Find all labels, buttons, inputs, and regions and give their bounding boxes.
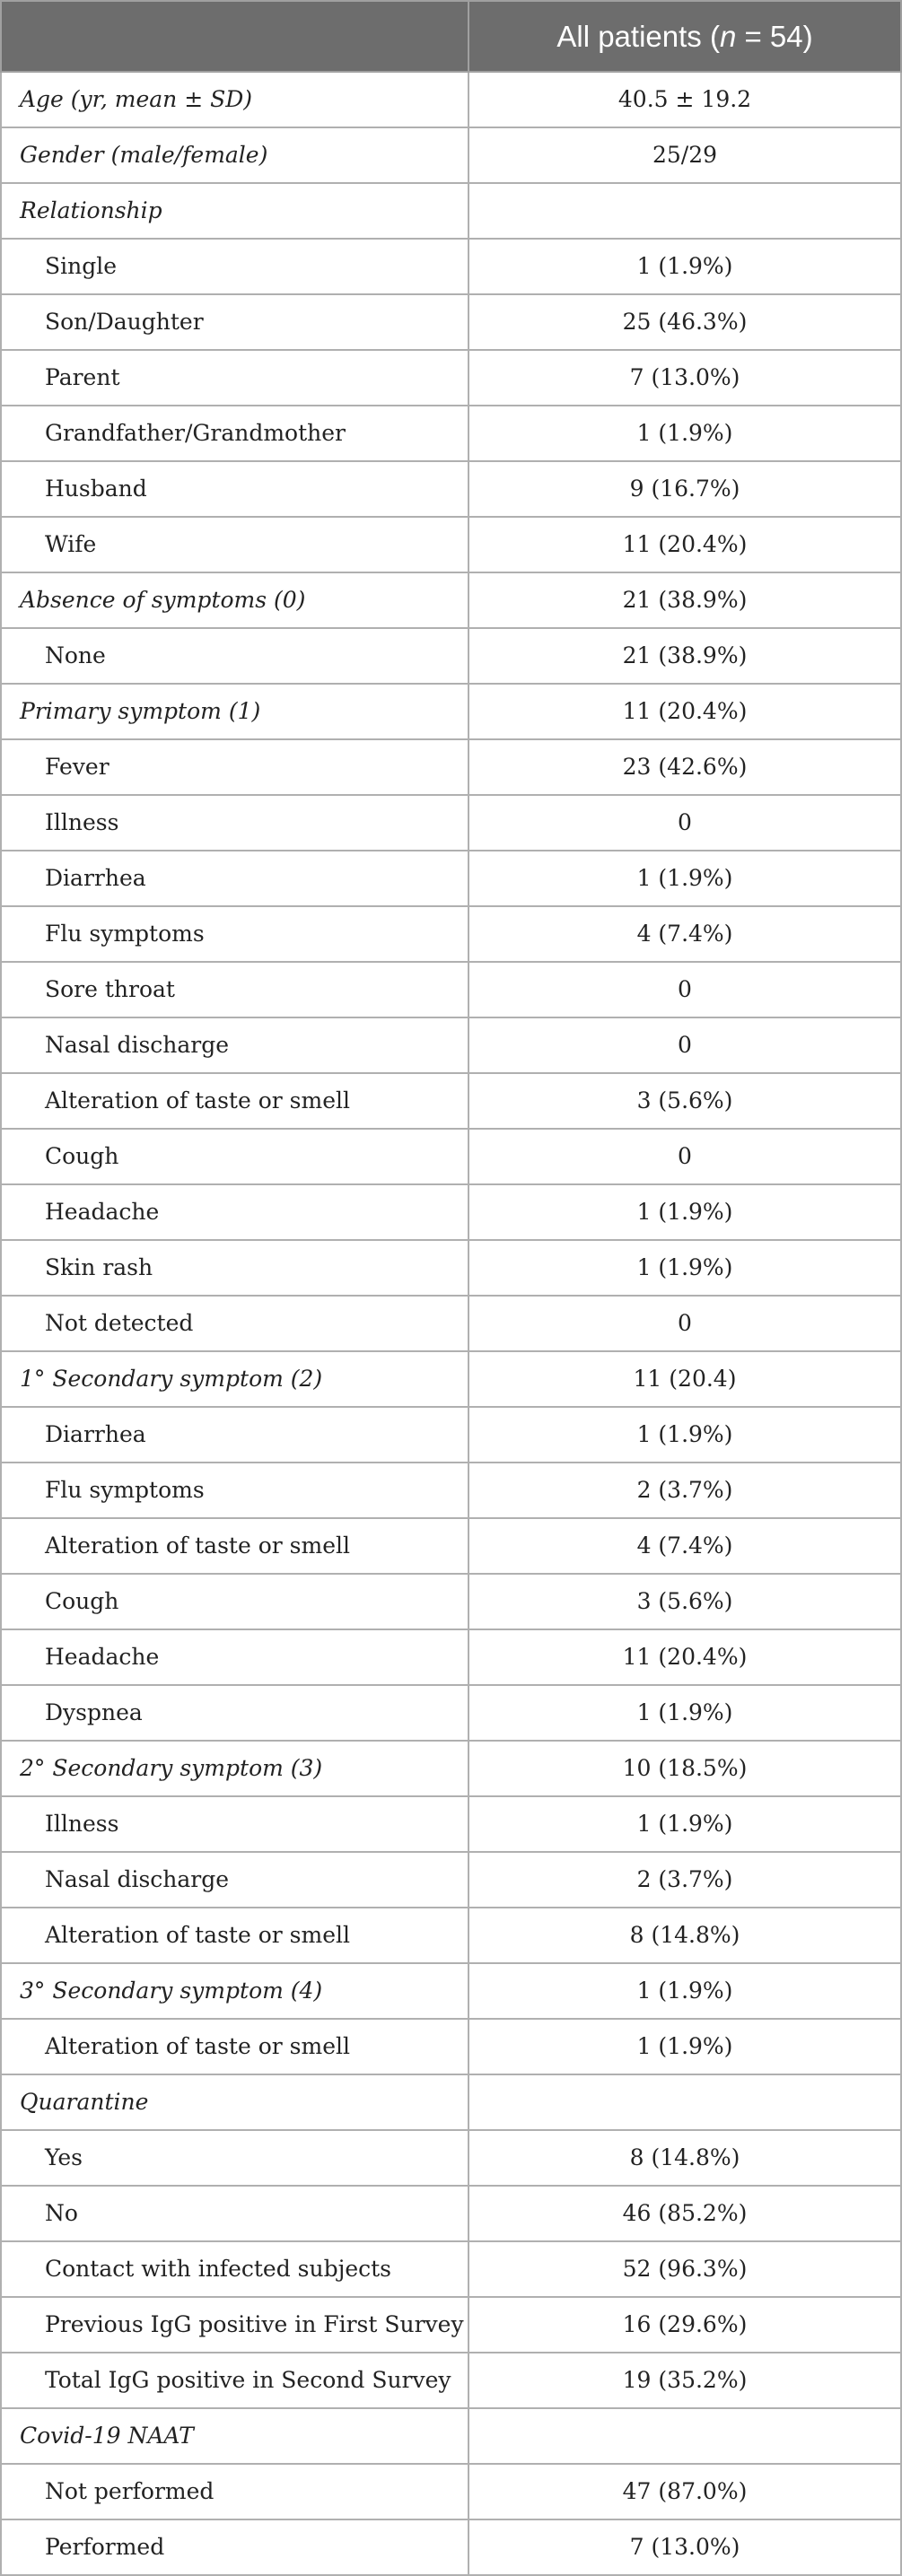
row-value: 7 (13.0%) <box>469 350 901 406</box>
row-value: 7 (13.0%) <box>469 2519 901 2575</box>
table-row <box>1 1296 901 1351</box>
table-row <box>1 1796 901 1852</box>
row-value: 9 (16.7%) <box>469 461 901 517</box>
row-value: 11 (20.4%) <box>469 517 901 572</box>
table-row <box>1 2408 901 2464</box>
row-value: 1 (1.9%) <box>469 2019 901 2074</box>
header-all-patients <box>469 1 901 72</box>
row-label: Not performed <box>1 2464 469 2519</box>
row-value: 3 (5.6%) <box>469 1073 901 1129</box>
header-row <box>1 1 901 72</box>
row-value <box>469 183 901 239</box>
row-label: Cough <box>1 1129 469 1184</box>
section-label: 1° Secondary symptom (2) <box>1 1351 469 1407</box>
row-label: Nasal discharge <box>1 1017 469 1073</box>
table-row <box>1 1963 901 2019</box>
row-value: 10 (18.5%) <box>469 1741 901 1796</box>
row-label: Cough <box>1 1574 469 1629</box>
row-value: 1 (1.9%) <box>469 1963 901 2019</box>
row-label: Skin rash <box>1 1240 469 1296</box>
row-label: Single <box>1 239 469 294</box>
row-value: 1 (1.9%) <box>469 1407 901 1463</box>
row-label: Illness <box>1 1796 469 1852</box>
row-value: 8 (14.8%) <box>469 2130 901 2186</box>
section-label: Age (yr, mean ± SD) <box>1 72 469 127</box>
section-label: 3° Secondary symptom (4) <box>1 1963 469 2019</box>
section-label: Quarantine <box>1 2074 469 2130</box>
row-value: 23 (42.6%) <box>469 739 901 795</box>
table-row <box>1 2074 901 2130</box>
row-value: 2 (3.7%) <box>469 1463 901 1518</box>
row-value <box>469 2074 901 2130</box>
table-row <box>1 350 901 406</box>
row-label: Headache <box>1 1184 469 1240</box>
row-label: Husband <box>1 461 469 517</box>
row-value: 3 (5.6%) <box>469 1574 901 1629</box>
row-value: 25 (46.3%) <box>469 294 901 350</box>
section-label: Covid-19 NAAT <box>1 2408 469 2464</box>
row-value: 21 (38.9%) <box>469 572 901 628</box>
row-label: Son/Daughter <box>1 294 469 350</box>
row-value: 0 <box>469 1129 901 1184</box>
row-value: 21 (38.9%) <box>469 628 901 684</box>
row-label: Contact with infected subjects <box>1 2241 469 2297</box>
row-value: 47 (87.0%) <box>469 2464 901 2519</box>
table-row <box>1 183 901 239</box>
table-row <box>1 1184 901 1240</box>
row-value: 1 (1.9%) <box>469 1184 901 1240</box>
row-value <box>469 2408 901 2464</box>
row-value: 4 (7.4%) <box>469 1518 901 1574</box>
section-label: 2° Secondary symptom (3) <box>1 1741 469 1796</box>
table-row <box>1 2186 901 2241</box>
table-row <box>1 1908 901 1963</box>
row-label: Previous IgG positive in First Survey <box>1 2297 469 2353</box>
row-label: Alteration of taste or smell <box>1 1073 469 1129</box>
table-row <box>1 239 901 294</box>
table-row <box>1 906 901 962</box>
row-label: No <box>1 2186 469 2241</box>
row-value: 1 (1.9%) <box>469 1240 901 1296</box>
header-label-column <box>1 1 469 72</box>
table-row <box>1 1240 901 1296</box>
table-row <box>1 851 901 906</box>
table-row <box>1 1852 901 1908</box>
row-value: 52 (96.3%) <box>469 2241 901 2297</box>
row-value: 16 (29.6%) <box>469 2297 901 2353</box>
header-suffix: = 54) <box>736 19 813 53</box>
section-label: Absence of symptoms (0) <box>1 572 469 628</box>
row-value: 8 (14.8%) <box>469 1908 901 1963</box>
table-row <box>1 294 901 350</box>
table-row <box>1 1017 901 1073</box>
table-row <box>1 1407 901 1463</box>
section-label: Primary symptom (1) <box>1 684 469 739</box>
row-label: Grandfather/Grandmother <box>1 406 469 461</box>
table-row <box>1 572 901 628</box>
section-label: Gender (male/female) <box>1 127 469 183</box>
table-row <box>1 1741 901 1796</box>
row-label: Illness <box>1 795 469 851</box>
table-row <box>1 628 901 684</box>
section-label: Relationship <box>1 183 469 239</box>
row-value: 1 (1.9%) <box>469 1796 901 1852</box>
table-row <box>1 517 901 572</box>
row-value: 25/29 <box>469 127 901 183</box>
row-label: Not detected <box>1 1296 469 1351</box>
row-label: Diarrhea <box>1 851 469 906</box>
header-prefix: All patients ( <box>556 19 720 53</box>
row-label: Nasal discharge <box>1 1852 469 1908</box>
table-row <box>1 1574 901 1629</box>
table-row <box>1 962 901 1017</box>
row-label: Diarrhea <box>1 1407 469 1463</box>
row-label: Alteration of taste or smell <box>1 1518 469 1574</box>
row-label: Headache <box>1 1629 469 1685</box>
table-row <box>1 72 901 127</box>
table-row <box>1 2519 901 2575</box>
table-row <box>1 127 901 183</box>
row-value: 1 (1.9%) <box>469 1685 901 1741</box>
table-row <box>1 684 901 739</box>
row-value: 19 (35.2%) <box>469 2353 901 2408</box>
row-value: 2 (3.7%) <box>469 1852 901 1908</box>
row-value: 0 <box>469 1017 901 1073</box>
table-row <box>1 2464 901 2519</box>
table-row <box>1 406 901 461</box>
table-row <box>1 739 901 795</box>
row-label: Performed <box>1 2519 469 2575</box>
table-row <box>1 1518 901 1574</box>
row-value: 11 (20.4%) <box>469 684 901 739</box>
table-row <box>1 2241 901 2297</box>
row-label: None <box>1 628 469 684</box>
row-value: 40.5 ± 19.2 <box>469 72 901 127</box>
table-row <box>1 1463 901 1518</box>
table-row <box>1 461 901 517</box>
row-value: 11 (20.4%) <box>469 1629 901 1685</box>
table-row <box>1 795 901 851</box>
row-label: Flu symptoms <box>1 906 469 962</box>
row-value: 1 (1.9%) <box>469 239 901 294</box>
table-row <box>1 2297 901 2353</box>
row-value: 1 (1.9%) <box>469 406 901 461</box>
table-header <box>1 1 901 72</box>
header-n-variable: n <box>719 19 737 53</box>
table-body <box>1 72 901 2575</box>
table-row <box>1 1685 901 1741</box>
row-value: 11 (20.4) <box>469 1351 901 1407</box>
table-row <box>1 1129 901 1184</box>
row-label: Alteration of taste or smell <box>1 1908 469 1963</box>
table-row <box>1 1629 901 1685</box>
row-label: Parent <box>1 350 469 406</box>
table-row <box>1 2353 901 2408</box>
row-value: 4 (7.4%) <box>469 906 901 962</box>
row-value: 0 <box>469 962 901 1017</box>
row-label: Fever <box>1 739 469 795</box>
row-value: 46 (85.2%) <box>469 2186 901 2241</box>
table-row <box>1 2019 901 2074</box>
table-row <box>1 1073 901 1129</box>
row-value: 1 (1.9%) <box>469 851 901 906</box>
row-label: Flu symptoms <box>1 1463 469 1518</box>
table-row <box>1 1351 901 1407</box>
row-label: Total IgG positive in Second Survey <box>1 2353 469 2408</box>
row-label: Wife <box>1 517 469 572</box>
row-label: Alteration of taste or smell <box>1 2019 469 2074</box>
row-label: Dyspnea <box>1 1685 469 1741</box>
table-row <box>1 2130 901 2186</box>
row-label: Sore throat <box>1 962 469 1017</box>
row-label: Yes <box>1 2130 469 2186</box>
row-value: 0 <box>469 1296 901 1351</box>
row-value: 0 <box>469 795 901 851</box>
